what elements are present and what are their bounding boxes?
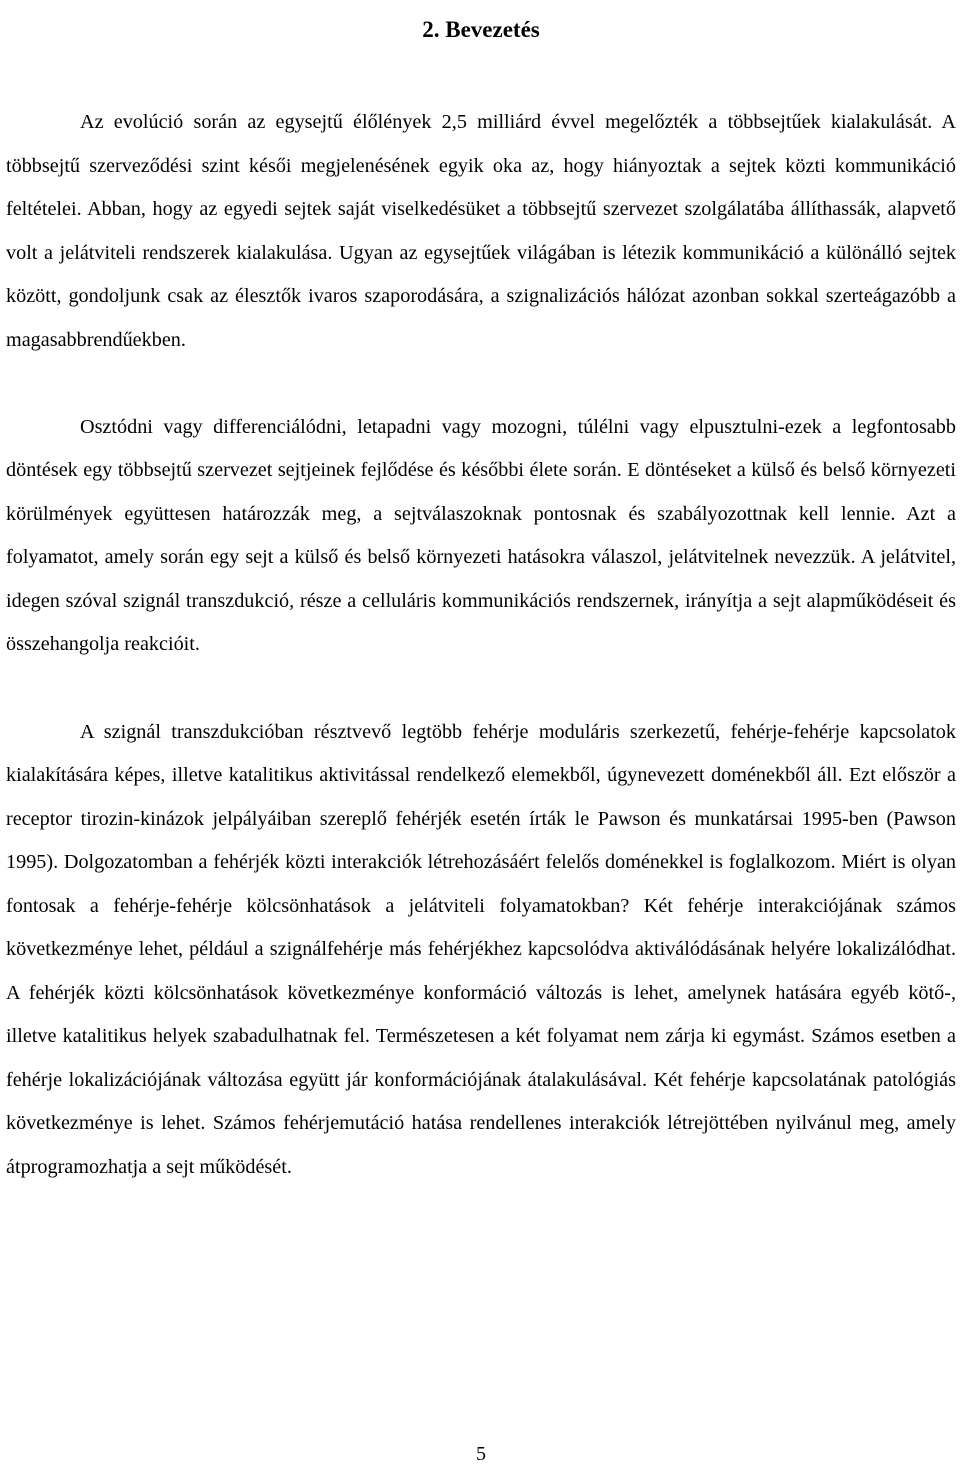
section-heading: 2. Bevezetés xyxy=(422,17,540,43)
body-paragraph-2: Osztódni vagy differenciálódni, letapadni vagy mozogni, túlélni vagy elpusztulni-ezek a legfontosabb döntések egy többsejtű szervezet sejtjeinek fejlődése és későbbi élete során. E döntéseket a külső és belső környezeti körülmények együttesen határozzák meg, a sejtválaszoknak pontosnak és szabályozottnak kell lennie. Azt a folyamatot, amely során egy sejt a külső és belső környezeti hatásokra válaszol, jelátvitelnek nevezzük. A jelátvitel, idegen szóval szignál transzdukció, része a celluláris kommunikációs rendszernek, irányítja a sejt alapműködéseit és összehangolja reakcióit. xyxy=(6,415,956,656)
document-page xyxy=(6,0,956,1468)
body-paragraph-3: A szignál transzdukcióban résztvevő legtöbb fehérje moduláris szerkezetű, fehérje-fehérje kapcsolatok kialakítására képes, illetve katalitikus aktivitással rendelkező elemekből, úgynevezett doménekből áll. Ezt először a receptor tirozin-kinázok jelpályáiban szereplő fehérjék esetén írták le Pawson és munkatársai 1995-ben (Pawson 1995). Dolgozatomban a fehérjék közti interakciók létrehozásáért felelős doménekkel is foglalkozom. Miért is olyan fontosak a fehérje-fehérje kölcsönhatások a jelátviteli folyamatokban? Két fehérje interakciójának számos következménye lehet, például a szignálfehérje más fehérjékhez kapcsolódva aktiválódásának helyére lokalizálódhat. A fehérjék közti kölcsönhatások következménye konformáció változás is lehet, amelynek hatására egyéb kötő-, illetve katalitikus helyek szabadulhatnak fel. Természetesen a két folyamat nem zárja ki egymást. Számos esetben a fehérje lokalizációjának változása együtt jár konformációjának átalakulásával. Két fehérje kapcsolatának patológiás következménye is lehet. Számos fehérjemutáció hatása rendellenes interakciók létrejöttében nyilvánul meg, amely átprogramozhatja a sejt működését. xyxy=(6,720,956,1178)
body-paragraph-1: Az evolúció során az egysejtű élőlények 2,5 milliárd évvel megelőzték a többsejtűek kialakulását. A többsejtű szerveződési szint késői megjelenésének egyik oka az, hogy hiányoztak a sejtek közti kommunikáció feltételei. Abban, hogy az egyedi sejtek saját viselkedésüket a többsejtű szervezet szolgálatába állíthassák, alapvető volt a jelátviteli rendszerek kialakulása. Ugyan az egysejtűek világában is létezik kommunikáció a különálló sejtek között, gondoljunk csak az élesztők ivaros szaporodására, a szignalizációs hálózat azonban sokkal szerteágazóbb a magasabbrendűekben. xyxy=(6,111,956,351)
page-number: 5 xyxy=(476,1443,486,1465)
